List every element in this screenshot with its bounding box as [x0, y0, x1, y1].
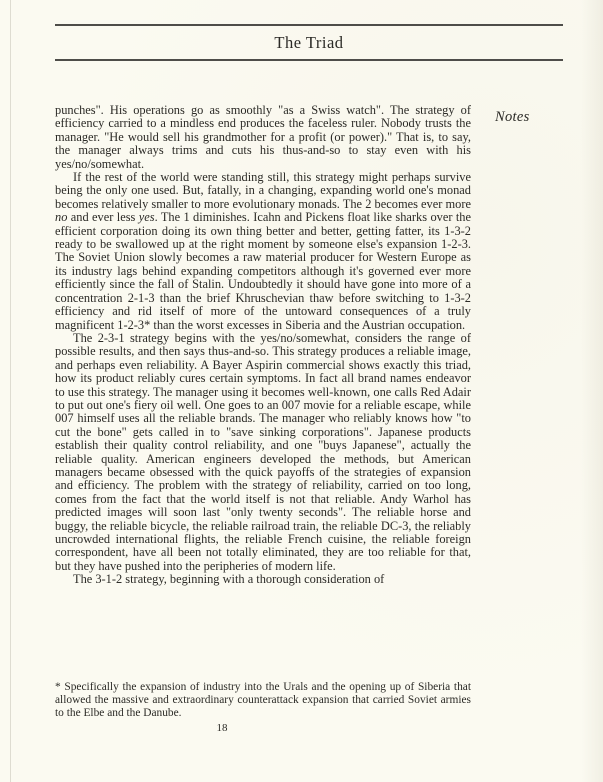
- page-title: The Triad: [274, 33, 344, 52]
- paragraph: [55, 573, 471, 586]
- text-segment: punches". His operations go as smoothly "as a Swiss watch". The strategy of efficiency carried to a mindless end produces the faceless ruler. Nobody trusts the manager. "He would sell his grandmother for a profit (or power)." That is, to say, the manager always trims and cuts his thus-and-so to stay even with his yes/no/somewhat.: [55, 103, 471, 171]
- text-segment: The 3-1-2 strategy, beginning with a thorough consideration of: [73, 572, 385, 587]
- paragraph: [55, 104, 471, 171]
- body-text: [55, 104, 471, 587]
- text-segment: If the rest of the world were standing still, this strategy might perhaps survive being the only one used. But, fatally, in a changing, expanding world one's monad becomes relatively smaller to more evolutionary monads. The 2 becomes ever more: [55, 170, 471, 211]
- paragraph: [55, 171, 471, 332]
- margin-note: Notes: [495, 109, 530, 125]
- header-rule-bottom: [55, 59, 563, 61]
- italic-text: yes: [138, 210, 155, 225]
- footnote: * Specifically the expansion of industry into the Urals and the opening up of Siberia that allowed the massive and extraordinary counterattack expansion that carried Soviet armies to the Elbe and the Danube.: [55, 681, 471, 719]
- text-segment: . The 1 diminishes. Icahn and Pickens float like sharks over the efficient corporation doing its own thing better and better, getting fatter, its 1-3-2 ready to be swallowed up at the right moment by someone else's expansion 1-2-3. The Soviet Union slowly becomes a raw material producer for Western Europe as its industry lags behind expanding competitors although it's governed ever more efficiently since the fall of Stalin. Undoubtedly it should have gone into more of a concentration 2-1-3 than the brief Khruschevian thaw before switching to 1-3-2 efficiency and rid itself of more of the untoward consequences of a truly magnificent 1-2-3* than the worst excesses in Siberia and the Austrian occupation.: [55, 210, 471, 332]
- paragraph: [55, 332, 471, 573]
- text-segment: and ever less: [67, 210, 139, 225]
- page-number: 18: [216, 722, 228, 734]
- text-segment: The 2-3-1 strategy begins with the yes/no/somewhat, considers the range of possible results, and then says thus-and-so. This strategy produces a reliable image, and perhaps even reliability. A Bayer Aspirin commercial shows exactly this triad, how its product reliably cures certain symptoms. In fact all brand names endeavor to use this strategy. The manager using it becomes well-known, one calls Red Adair to put out one's fiery oil well. One goes to an 007 movie for a reliable escape, while 007 himself uses all the reliable brands. The manager who reliably knows how "to cut the bone" gets called in to "save sinking corporations". Japanese products establish their quality control reliability, and one "buys Japanese", actually the reliable quality. American engineers developed the methods, but American managers became obsessed with the quick payoffs of the strategies of expansion and efficiency. The problem with the strategy of reliability, carried on too long, comes from the fact that the world itself is not that reliable. Andy Warhol has predicted images will soon last "only twenty seconds". The reliable horse and buggy, the reliable bicycle, the reliable railroad train, the reliable DC-3, the reliably uncrowded international flights, the reliable French cuisine, the reliable foreign correspondent, have all been not totally eliminated, they are too reliable for that, but they have pushed into the peripheries of modern life.: [55, 330, 471, 573]
- header-rule-top: [55, 24, 563, 26]
- italic-text: no: [55, 210, 68, 225]
- page-edge-shadow: [10, 0, 11, 782]
